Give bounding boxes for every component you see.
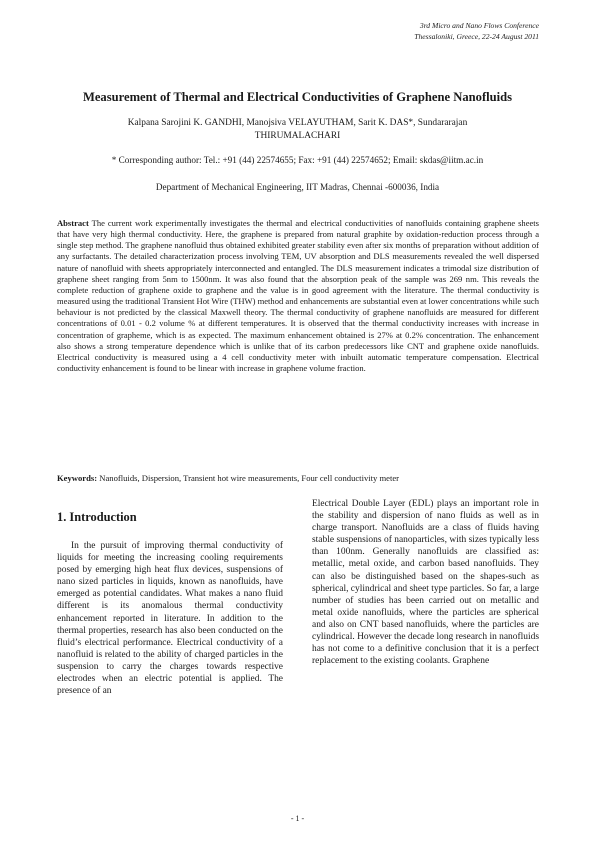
keywords-label: Keywords: [57, 473, 98, 483]
abstract-label: Abstract [57, 218, 89, 228]
paper-title: Measurement of Thermal and Electrical Conductivities of Graphene Nanofluids [82, 90, 513, 104]
affiliation: Department of Mechanical Engineering, IIT Madras, Chennai -600036, India [155, 182, 440, 192]
conference-location-date: Thessaloniki, Greece, 22-24 August 2011 [414, 32, 539, 41]
right-column [312, 498, 539, 667]
left-column [57, 510, 283, 697]
author-list: Kalpana Sarojini K. GANDHI, Manojsiva VELAYUTHAM, Sarit K. DAS*, Sundararajan THIRUMALACHARI [127, 118, 468, 141]
introduction-paragraph-continued: Electrical Double Layer (EDL) plays an important role in the stability and dispersion of nano fluids as well as in charge transport. Nanofluids are a class of fluids having stable suspensions of nanoparticles, with sizes typically less than 100nm. Generally nanofluids are classified as: metallic, metal oxide, and carbon based nanofluids. They can also be distinguished based on the shapes-such as spherical, cylindrical and sheet type particles. So far, a large number of studies has been carried out on metallic and metal oxide nanofluids, where the particles are spherical and also on CNT based nanofluids, where the particles are cylindrical. However the decade long research in nanofluids has not come to a definitive conclusion that it is a perfect replacement to the existing coolants. Graphene [312, 499, 539, 667]
keywords-text: Nanofluids, Dispersion, Transient hot wire measurements, Four cell conductivity meter [99, 473, 400, 483]
abstract-text: The current work experimentally investigates the thermal and electrical conductivities of nanofluids containing graphene sheets that have very high thermal conductivity. Here, the graphene is prepared from natural graphite by oxidation-reduction process through a single step method. The graphene nanofluid thus obtained exhibited greater stability even after six months of preparation without addition of any surfactants. The detailed characterization process involving TEM, UV absorption and DLS measurements revealed the well dispersed nature of nanofluid with sheets appropriately interconnected and entangled. The DLS measurement indicates a trimodal size distribution of graphene sheet ranging from 5nm to 1500nm. It was also found that the absorption peak of the sample was 269 nm. This reveals the complete reduction of graphene oxide to graphene and the value is in good agreement with the literature. The thermal conductivity is measured using the traditional Transient Hot Wire (THW) method and enhancements are substantial even at lower concentrations while such behaviour is not predicted by the classical Maxwell theory. The thermal conductivity of graphene nanofluids are measured for different concentrations of 0.01 - 0.2 volume % at different temperatures. It is observed that the thermal conductivity increases with increase in concentration of grapheme, which is as expected. The maximum enhancement obtained is 27% at 0.2% concentration. The enhancement also shows a strong temperature dependence which is unlike that of its carbon predecessors like CNT and graphene oxide nanofluids. Electrical conductivity is measured using a 4 cell conductivity meter with inbuilt automatic temperature compensation. Electrical conductivity enhancement is found to be linear with increase in graphene volume fraction. [57, 218, 539, 374]
conference-name: 3rd Micro and Nano Flows Conference [419, 21, 539, 30]
page-number: - 1 - [290, 814, 305, 823]
corresponding-author: * Corresponding author: Tel.: +91 (44) 22574655; Fax: +91 (44) 22574652; Email: skdas@iitm.ac.in [111, 155, 484, 165]
introduction-paragraph-1: In the pursuit of improving thermal conductivity of liquids for meeting the increasing cooling requirements posed by emerging high heat flux devices, suspensions of nano sized particles in liquids, known as nanofluids, have emerged as potential candidates. What makes a nano fluid different is its anomalous thermal conductivity enhancement reported in literature. In addition to the thermal properties, research has also been conducted on the fluid’s electrical performance. Electrical conductivity of a nanofluid is related to the ability of charged particles in the suspension to carry the charges towards respective electrodes when an electric potential is applied. The presence of an [57, 541, 283, 697]
keywords [57, 473, 539, 483]
conference-header [414, 20, 539, 42]
abstract [57, 218, 539, 374]
section-heading-introduction: 1. Introduction [57, 510, 137, 524]
